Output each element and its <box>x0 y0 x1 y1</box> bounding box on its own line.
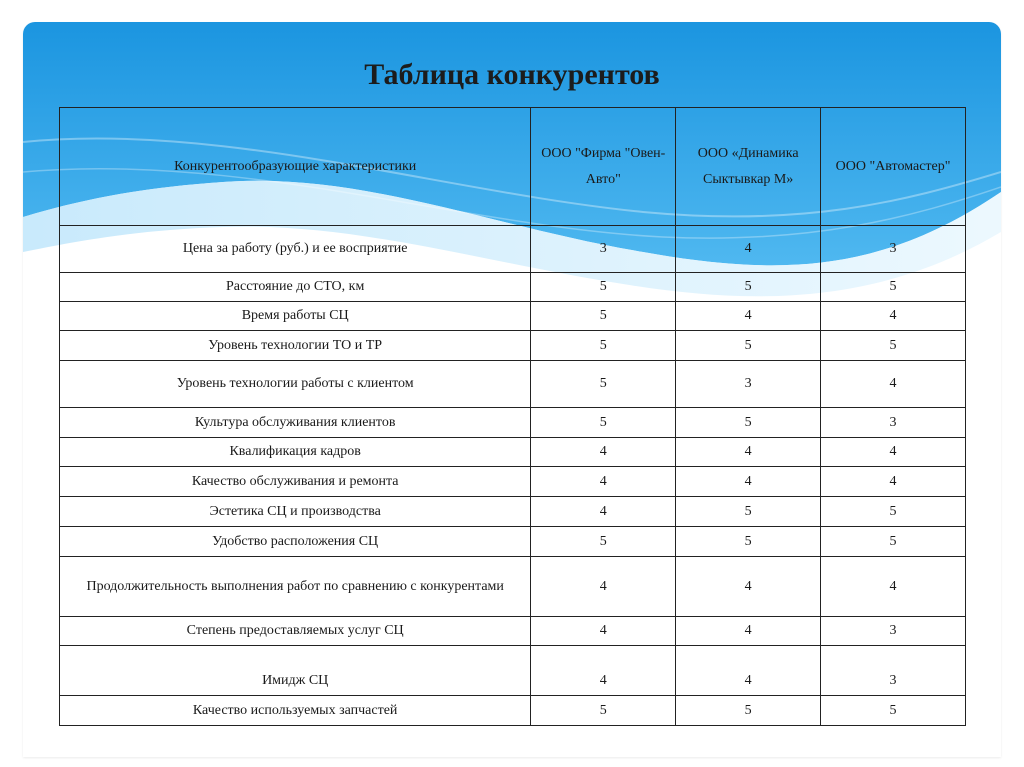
competitors-table <box>59 107 966 726</box>
row-label: Уровень технологии работы с клиентом <box>60 361 531 408</box>
cell-value: 3 <box>676 361 821 408</box>
cell-value: 5 <box>676 696 821 726</box>
cell-value: 5 <box>676 527 821 557</box>
cell-value: 4 <box>531 646 676 696</box>
cell-value: 4 <box>676 226 821 273</box>
row-label: Степень предоставляемых услуг СЦ <box>60 617 531 646</box>
cell-value: 4 <box>676 467 821 497</box>
table-row <box>60 497 966 527</box>
cell-value: 5 <box>821 273 966 302</box>
row-label: Имидж СЦ <box>60 646 531 696</box>
row-label: Качество используемых запчастей <box>60 696 531 726</box>
table-row <box>60 527 966 557</box>
cell-value: 4 <box>531 617 676 646</box>
cell-value: 3 <box>531 226 676 273</box>
row-label: Удобство расположения СЦ <box>60 527 531 557</box>
table-row <box>60 646 966 696</box>
row-label: Эстетика СЦ и производства <box>60 497 531 527</box>
cell-value: 5 <box>821 696 966 726</box>
cell-value: 3 <box>821 617 966 646</box>
cell-value: 5 <box>821 497 966 527</box>
cell-value: 3 <box>821 408 966 438</box>
cell-value: 5 <box>821 527 966 557</box>
row-label: Цена за работу (руб.) и ее восприятие <box>60 226 531 273</box>
cell-value: 5 <box>531 331 676 361</box>
cell-value: 5 <box>531 273 676 302</box>
cell-value: 4 <box>821 467 966 497</box>
cell-value: 4 <box>821 361 966 408</box>
cell-value: 5 <box>531 361 676 408</box>
table-row <box>60 408 966 438</box>
cell-value: 5 <box>676 331 821 361</box>
table-header-row <box>60 108 966 226</box>
cell-value: 5 <box>676 408 821 438</box>
table-row <box>60 302 966 331</box>
cell-value: 4 <box>531 438 676 467</box>
page-title: Таблица конкурентов <box>364 58 660 91</box>
cell-value: 4 <box>676 302 821 331</box>
table-row <box>60 226 966 273</box>
row-label: Время работы СЦ <box>60 302 531 331</box>
row-label: Уровень технологии ТО и ТР <box>60 331 531 361</box>
cell-value: 4 <box>676 617 821 646</box>
table-row <box>60 273 966 302</box>
cell-value: 4 <box>821 302 966 331</box>
table-row <box>60 696 966 726</box>
cell-value: 5 <box>676 273 821 302</box>
row-label: Качество обслуживания и ремонта <box>60 467 531 497</box>
cell-value: 4 <box>531 497 676 527</box>
cell-value: 5 <box>531 302 676 331</box>
cell-value: 4 <box>821 557 966 617</box>
table-row <box>60 617 966 646</box>
header-characteristics: Конкурентообразующие характеристики <box>60 108 531 226</box>
table-row <box>60 438 966 467</box>
row-label: Продолжительность выполнения работ по сравнению с конкурентами <box>60 557 531 617</box>
cell-value: 4 <box>676 438 821 467</box>
header-company-dinamika: ООО «Динамика Сыктывкар М» <box>676 108 821 226</box>
row-label: Расстояние до СТО, км <box>60 273 531 302</box>
cell-value: 4 <box>676 557 821 617</box>
cell-value: 4 <box>531 557 676 617</box>
row-label: Квалификация кадров <box>60 438 531 467</box>
header-company-avtomaster: ООО "Автомастер" <box>821 108 966 226</box>
cell-value: 5 <box>676 497 821 527</box>
cell-value: 3 <box>821 226 966 273</box>
row-label: Культура обслуживания клиентов <box>60 408 531 438</box>
cell-value: 5 <box>531 696 676 726</box>
cell-value: 4 <box>531 467 676 497</box>
table-row <box>60 467 966 497</box>
cell-value: 3 <box>821 646 966 696</box>
table-row <box>60 361 966 408</box>
table-row <box>60 557 966 617</box>
cell-value: 4 <box>676 646 821 696</box>
cell-value: 5 <box>531 408 676 438</box>
cell-value: 5 <box>821 331 966 361</box>
cell-value: 5 <box>531 527 676 557</box>
header-company-oven-avto: ООО "Фирма "Овен-Авто" <box>531 108 676 226</box>
cell-value: 4 <box>821 438 966 467</box>
table-row <box>60 331 966 361</box>
